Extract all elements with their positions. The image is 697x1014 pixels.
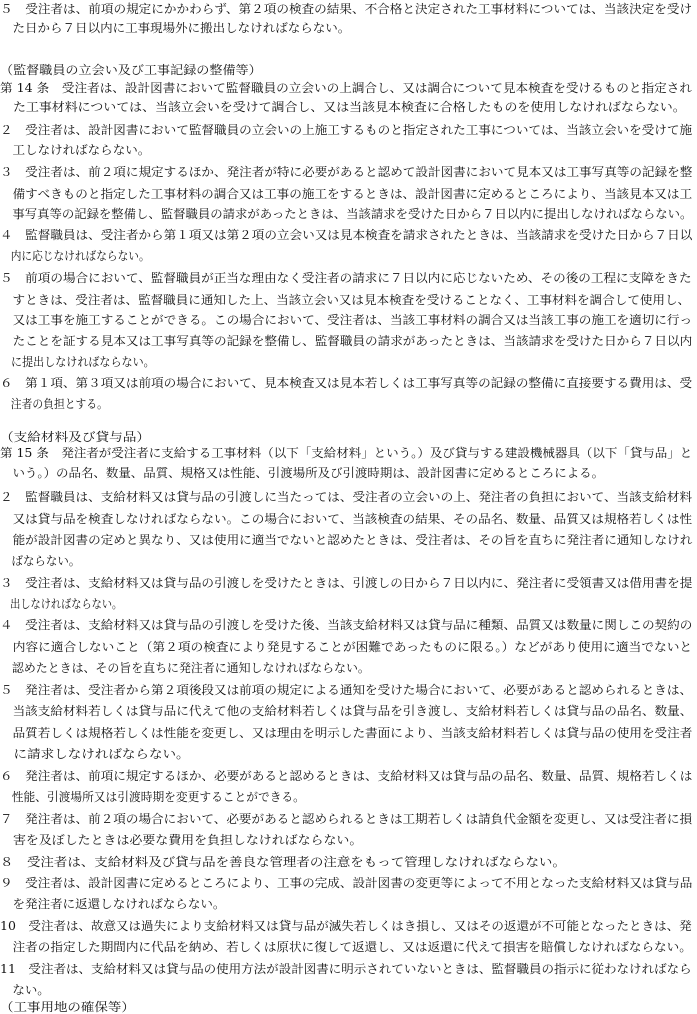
text-line: 第 15 条 発注者が受注者に支給する工事材料（以下「支給材料」という。）及び貸与する建設機械器具（以下「貸与品」と [0, 446, 693, 460]
text-line: 注者の指定した期間内に代品を納め、若しくは原状に復して返還し、又は返還に代えて損害を賠償しなければならない。 [0, 940, 692, 954]
text-line: ２ 受注者は、設計図書において監督職員の立会いの上施工するものと指定された工事については、当該立会いを受けて施 [0, 123, 693, 137]
text-line: 内容に適合しないこと（第２項の検査により発見することが困難であったものに限る。）などがあり使用に適当でないと [0, 640, 693, 654]
text-line: ８ 受注者は、支給材料及び貸与品を善良な管理者の注意をもって管理しなければならない。 [0, 855, 566, 869]
text-line: た工事材料については、当該立会いを受けて調合し、又は当該見本検査に合格したものを使用しなければならない。 [0, 100, 686, 114]
text-line: ５ 発注者は、受注者から第２項後段又は前項の規定による通知を受けた場合において、必要があると認められるときは、 [0, 683, 693, 697]
text-line: ５ 前項の場合において、監督職員が正当な理由なく受注者の請求に７日以内に応じないため、その後の工程に支障をきた [0, 271, 692, 285]
text-line: ばならない。 [0, 554, 81, 568]
section-heading: （支給材料及び貸与品） [0, 430, 151, 444]
text-line: 能が設計図書の定めと異なり、又は使用に適当でないと認めたときは、受注者は、その旨を直ちに発注者に通知しなけれ [0, 533, 693, 547]
text-line: 内に応じなければならない。 [0, 249, 150, 263]
text-line: 品質若しくは規格若しくは性能を変更し、又は理由を明示した書面により、当該支給材料若しくは貸与品の使用を受注者 [0, 726, 693, 740]
text-line: 10 受注者は、故意又は過失により支給材料又は貸与品が滅失若しくはき損し、又はその返還が不可能となったときは、発 [0, 919, 692, 933]
text-line: 又は工事を施工することができる。この場合において、受注者は、当該工事材料の調合又は当該工事の施工を適切に行っ [0, 313, 693, 327]
text-line: 当該支給材料若しくは貸与品に代えて他の支給材料若しくは貸与品を引き渡し、支給材料若しくは貸与品の品名、数量、 [0, 704, 693, 718]
text-line: 出しなければならない。 [0, 597, 123, 611]
text-line: 害を及ぼしたときは必要な費用を負担しなければならない。 [0, 833, 363, 847]
text-line: ない。 [0, 983, 50, 997]
text-line: たことを証する見本又は工事写真等の記録を整備し、監督職員の請求があったときは、当該請求を受けた日から７日以内 [0, 334, 693, 348]
text-line: に提出しなければならない。 [0, 355, 155, 369]
text-line: 注者の負担とする。 [0, 397, 108, 411]
text-line: に請求しなければならない。 [0, 747, 190, 761]
text-line: ６ 発注者は、前項に規定するほか、必要があると認めるときは、支給材料又は貸与品の品名、数量、品質、規格若しくは [0, 769, 693, 783]
text-line: 事写真等の記録を整備し、監督職員の請求があったときは、当該請求を受けた日から７日以内に提出しなければならない。 [0, 207, 693, 221]
text-line: ４ 監督職員は、受注者から第１項又は第２項の立会い又は見本検査を請求されたときは、当該請求を受けた日から７日以 [0, 228, 693, 242]
text-line: ４ 受注者は、支給材料又は貸与品の引渡しを受けた後、当該支給材料又は貸与品に種類、品質又は数量に関しこの契約の [0, 618, 693, 632]
text-line: 11 受注者は、支給材料又は貸与品の使用方法が設計図書に明示されていないときは、監督職員の指示に従わなければなら [0, 962, 692, 976]
text-line: ９ 受注者は、設計図書に定めるところにより、工事の完成、設計図書の変更等によって不用となった支給材料又は貸与品 [0, 876, 693, 890]
section-heading: （監督職員の立会い及び工事記録の整備等） [0, 63, 262, 77]
text-line: すときは、受注者は、監督職員に通知した上、当該立会い又は見本検査を受けることなく、工事材料を調合して使用し、 [0, 293, 691, 307]
text-line: 第 14 条 受注者は、設計図書において監督職員の立会いの上調合し、又は調合について見本検査を受けるものと指定され [0, 81, 692, 95]
section-heading: （工事用地の確保等） [0, 1000, 135, 1014]
text-line: ３ 受注者は、支給材料又は貸与品の引渡しを受けたときは、引渡しの日から７日以内に、発注者に受領書又は借用書を提 [0, 576, 693, 590]
text-line: を発注者に返還しなければならない。 [0, 897, 226, 911]
text-line: ７ 発注者は、前２項の場合において、必要があると認められるときは工期若しくは請負代金額を変更し、又は受注者に損 [0, 812, 693, 826]
text-line: た日から７日以内に工事現場外に搬出しなければならない。 [0, 21, 351, 35]
text-line: 又は貸与品を検査しなければならない。この場合において、当該検査の結果、その品名、数量、品質又は規格若しくは性 [0, 512, 693, 526]
text-line: ６ 第１項、第３項又は前項の場合において、見本検査又は見本若しくは工事写真等の記録の整備に直接要する費用は、受 [0, 376, 693, 390]
text-line: 認めたときは、その旨を直ちに発注者に通知しなければならない。 [0, 661, 370, 675]
text-line: いう。）の品名、数量、品質、規格又は性能、引渡場所及び引渡時期は、設計図書に定めるところによる。 [0, 466, 605, 480]
text-line: 備すべきものと指定した工事材料の調合又は工事の施工をするときは、設計図書に定めるところにより、当該見本又は工 [0, 187, 693, 201]
text-line: 工しなければならない。 [0, 143, 151, 157]
text-line: ２ 監督職員は、支給材料又は貸与品の引渡しに当たっては、受注者の立会いの上、発注者の負担において、当該支給材料 [0, 490, 693, 504]
text-line: ５ 受注者は、前項の規定にかかわらず、第２項の検査の結果、不合格と決定された工事材料については、当該決定を受け [0, 2, 693, 16]
text-line: ３ 受注者は、前２項に規定するほか、発注者が特に必要があると認めて設計図書において見本又は工事写真等の記録を整 [0, 165, 693, 179]
text-line: 性能、引渡場所又は引渡時期を変更することができる。 [0, 790, 305, 804]
